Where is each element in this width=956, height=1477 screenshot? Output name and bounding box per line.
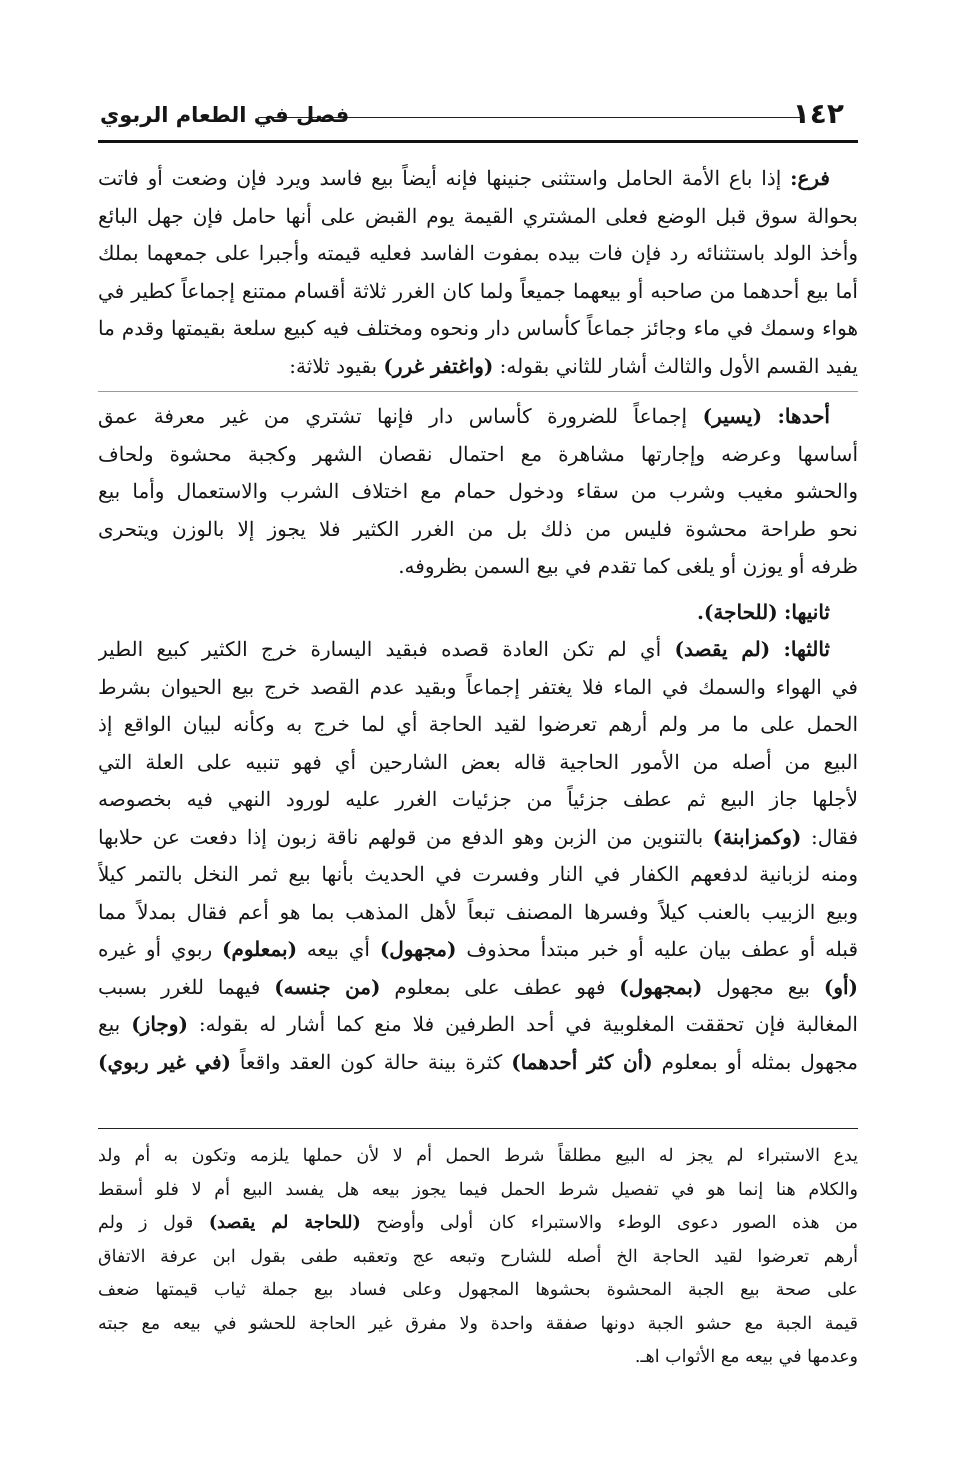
text-line: وبيع الزبيب بالعنب كيلاً وفسرها المصنف تبعاً لأهل المذهب بما هو أعم فقال بمدلاً مما <box>98 899 858 924</box>
text-line: مجهول بمثله أو بمعلوم (أن كثر أحدهما) كثرة بينة حالة كون العقد واقعاً (في غير ربوي) <box>98 1049 858 1074</box>
paragraph-second-condition <box>98 594 858 632</box>
text-line: في الهواء والسمك في الماء فلا يغتفر إجماعاً وبقيد عدم القصد خرج بيع الحيوان بشرط <box>98 674 858 699</box>
text-line: بحوالة سوق قبل الوضع فعلى المشتري القيمة يوم القبض على أنها حامل فإن جهل البائع <box>98 203 858 228</box>
footnote-line: أرهم تعرضوا لقيد الحاجة الخ أصله للشارح وتبعه عج وتعقبه طفى بقول ابن عرفة الاتفاق <box>98 1246 858 1267</box>
matn-term: (للحاجة). <box>696 599 778 624</box>
text-line: أساسها وعرضه وإجارتها مشاهرة مع احتمال نقصان الشهر وكجبة محشوة ولحاف <box>98 441 858 466</box>
matn-term: (في غير ربوي) <box>98 1049 231 1074</box>
footnote-line: والكلام هنا إنما هو في تفصيل شرط الحمل فيما يجوز بيعه هل يفسد البيع أم لا فلو أسقط <box>98 1179 858 1200</box>
text-line: نحو طراحة محشوة فليس من ذلك بل من الغرر الكثير فلا يجوز إلا بالوزن ويتحرى <box>98 516 858 541</box>
paragraph-first-condition <box>98 398 858 586</box>
text-line: الحمل على ما مر ولم أرهم تعرضوا لقيد الحاجة أي لما خرج به وكأنه لبيان الواقع إذ <box>98 712 858 736</box>
text-line: ومنه لزبانية لدفعهم الكفار في النار وفسرت في الحديث بأنها بيع ثمر النخل بالتمر كيلاً <box>98 862 858 886</box>
text-line: المغالبة فإن تحققت المغلوبية في أحد الطرفين فلا منع كما أشار له بقوله: (وجاز) بيع <box>98 1012 858 1036</box>
footnote-line: قيمة الجبة مع حشو الجبة دونها صفقة واحدة ولا مفرق غير الحاجة للحشو في بيعه مع جبته <box>98 1313 858 1334</box>
footnote <box>98 1140 858 1375</box>
text-line: هواء وسمك في ماء وجائز جماعاً كأساس دار ونحوه ومختلف فيه كبيع سلعة بقيمتها وقدم ما <box>98 316 858 340</box>
footnote-line: على صحة بيع الجبة المحشوة بحشوها المجهول وعلى فساد بيع جملة ثياب قيمتها ضعف <box>98 1280 858 1300</box>
text-line: ظرفه أو يوزن أو يلغى كما تقدم في بيع السمن بظروفه. <box>398 554 858 578</box>
main-text <box>98 160 858 1081</box>
paragraph-separator <box>98 391 858 392</box>
page-number: ١٤٢ <box>792 97 844 130</box>
text-line: (أو) بيع مجهول (بمجهول) فهو عطف على بمعلوم (من جنسه) فيهما للغرر بسبب <box>98 974 858 999</box>
text-line: قبله أو عطف بيان عليه أو خبر مبتدأ محذوف (مجهول) أي بيعه (بمعلوم) ربوي أو غيره <box>98 937 858 961</box>
text-line: ثالثها: (لم يقصد) أي لم تكن العادة قصده فبقيد اليسارة خرج الكثير كبيع الطير <box>98 637 830 661</box>
running-title: فصل في الطعام الربوي <box>100 103 350 127</box>
paragraph-third-condition <box>98 631 858 1081</box>
footnote-line: وعدمها في بيعه مع الأثواب اهـ. <box>634 1347 858 1367</box>
matn-term: (يسير) <box>702 404 763 428</box>
matn-term: (بمعلوم) <box>222 937 298 961</box>
matn-term: (بمجهول) <box>619 974 703 999</box>
paragraph-lead: أحدها: <box>777 404 830 428</box>
paragraph-lead: ثانيها: <box>784 599 830 624</box>
text-line: وأخذ الولد باستثنائه رد فإن فات بيده بمفوت الفاسد فعليه قيمته وأجبرا على جمعهما بملك <box>98 241 858 265</box>
matn-term: (أو) <box>823 974 858 999</box>
footnote-line: يدع الاستبراء لم يجز له البيع مطلقاً شرط الحمل أم لا لأن حملها يلزمه وتكون به أم ولد <box>98 1146 858 1166</box>
matn-term: (واغتفر غرر) <box>383 353 494 378</box>
footnote-line: من هذه الصور دعوى الوطء والاستبراء كان أولى وأوضح (للحاجة لم يقصد) قول ز ولم <box>98 1213 858 1233</box>
paragraph-lead: فرع: <box>790 166 830 190</box>
text-line: البيع من أصله من الأمور الحاجية قاله بعض الشارحين أي فهو تنبيه على العلة التي <box>98 749 858 774</box>
footnote-rule <box>98 1128 858 1129</box>
text-line <box>98 594 858 632</box>
matn-term: (للحاجة لم يقصد) <box>208 1213 361 1233</box>
matn-term: (أن كثر أحدهما) <box>511 1049 653 1074</box>
paragraph-lead: ثالثها: <box>783 637 830 661</box>
text-line: والحشو مغيب وشرب من سقاء ودخول حمام مع اختلاف الشرب والاستعمال وأما بيع <box>98 479 858 503</box>
text-line: أحدها: (يسير) إجماعاً للضرورة كأساس دار فإنها تشتري من غير معرفة عمق <box>98 404 830 428</box>
text-line: فقال: (وكمزابنة) بالتنوين من الزبن وهو الدفع من قولهم ناقة زبون إذا دفعت عن حلابها <box>98 824 858 849</box>
text-line: لأجلها جاز البيع ثم عطف جزئياً من جزئيات الغرر عليه لورود النهي فيه بخصوصه <box>98 787 858 811</box>
text-line: أما بيع أحدهما من صاحبه أو بيعهما جميعاً ولما كان الغرر ثلاثة أقسام ممتنع إجماعاً كطير في <box>98 278 858 303</box>
matn-term: (وكمزابنة) <box>712 824 802 849</box>
paragraph-far <box>98 160 858 385</box>
text-line: يفيد القسم الأول والثالث أشار للثاني بقوله: (واغتفر غرر) بقيود ثلاثة: <box>289 353 858 378</box>
text-line: فرع: إذا باع الأمة الحامل واستثنى جنينها فإنه أيضاً بيع فاسد ويرد فإن وضعت أو فاتت <box>98 166 830 190</box>
matn-term: (من جنسه) <box>274 974 381 999</box>
header-rule <box>98 140 858 143</box>
matn-term: (وجاز) <box>131 1012 188 1036</box>
matn-term: (مجهول) <box>379 937 457 961</box>
matn-term: (لم يقصد) <box>674 637 771 661</box>
